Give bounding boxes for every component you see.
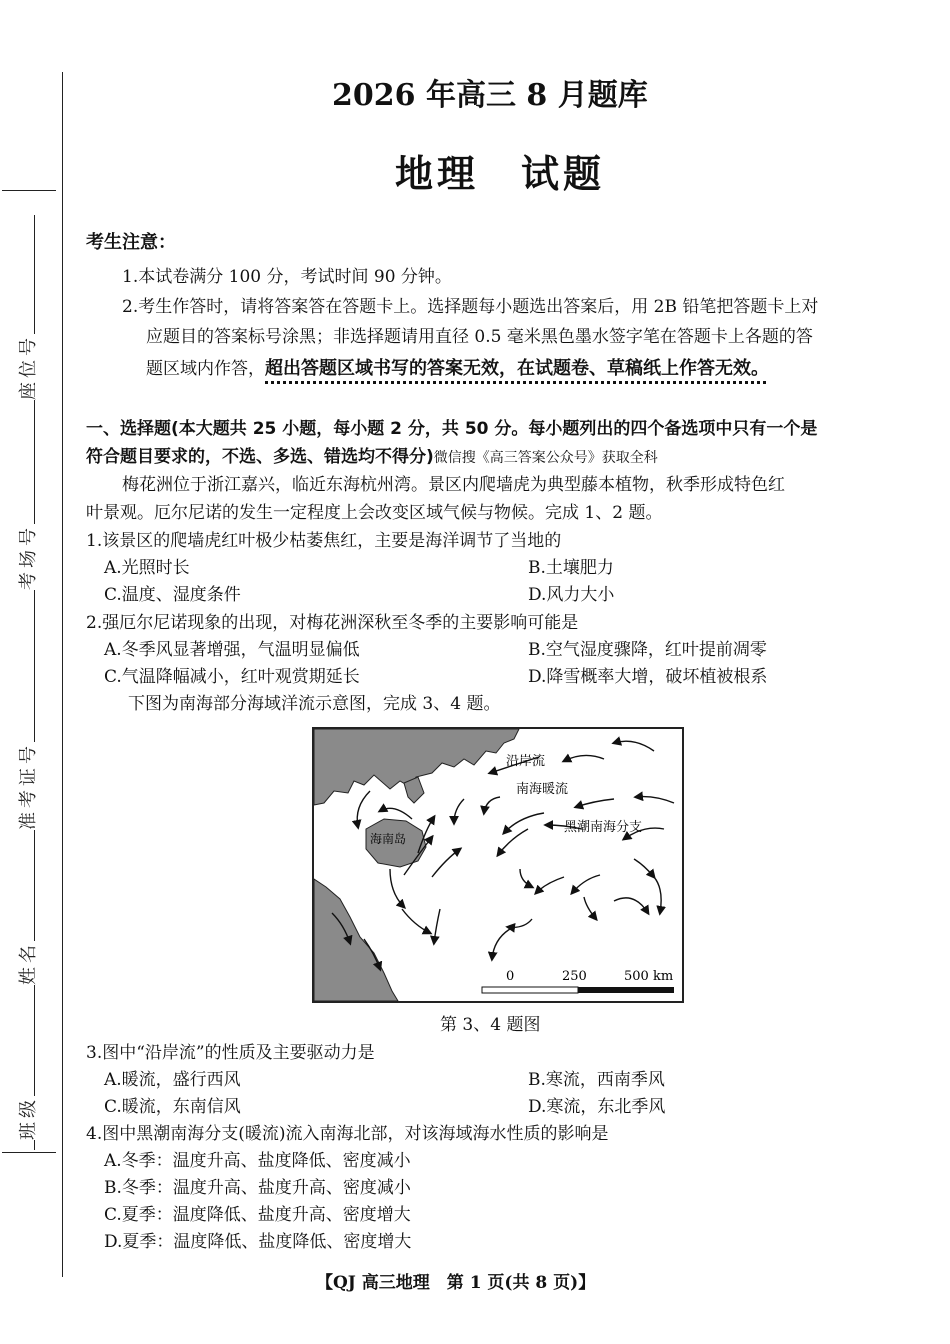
q1-option-a: A.光照时长 (104, 558, 190, 578)
scale-250: 250 (562, 969, 587, 984)
q1-option-c: C.温度、湿度条件 (104, 585, 241, 605)
q3-option-d: D.寒流，东北季风 (528, 1097, 666, 1117)
subject-title: 地理 试题 (395, 151, 606, 196)
q2-option-c: C.气温降幅减小，红叶观赏期延长 (104, 667, 360, 687)
intro-1-line-1: 梅花洲位于浙江嘉兴，临近东海杭州湾。景区内爬墙虎为典型藤本植物，秋季形成特色红 (122, 475, 785, 495)
q2-option-b: B.空气湿度骤降，红叶提前凋零 (528, 640, 767, 660)
intro-2: 下图为南海部分海域洋流示意图，完成 3、4 题。 (128, 694, 501, 714)
room-label: 考场号 (14, 524, 40, 590)
scale-500: 500 km (624, 969, 674, 984)
scale-bar-black (578, 987, 674, 993)
notice-item-1: 1.本试卷满分 100 分，考试时间 90 分钟。 (122, 267, 452, 287)
q4-option-a: A.冬季：温度升高、盐度降低、密度减小 (104, 1151, 411, 1171)
question-4: 4.图中黑潮南海分支(暖流)流入南海北部，对该海域海水性质的影响是 (86, 1124, 609, 1144)
watermark-text: 微信搜《高三答案公众号》获取全科 (433, 450, 658, 466)
q4-option-c: C.夏季：温度降低、盐度升高、密度增大 (104, 1205, 411, 1225)
intro-1-line-2: 叶景观。厄尔尼诺的发生一定程度上会改变区域气候与物候。完成 1、2 题。 (86, 503, 663, 523)
section-heading-rule: 符合题目要求的，不选、多选、错选均不得分) (86, 447, 434, 467)
label-warm-current: 南海暖流 (516, 782, 569, 797)
question-2: 2.强厄尔尼诺现象的出现，对梅花洲深秋至冬季的主要影响可能是 (86, 613, 579, 633)
scale-0: 0 (506, 969, 515, 984)
ticket-label: 准考证号 (14, 742, 40, 830)
q4-option-b: B.冬季：温度升高、盐度升高、密度减小 (104, 1178, 411, 1198)
map-drawing (314, 729, 682, 1001)
notice-item-2-line-2: 应题目的答案标号涂黑；非选择题请用直径 0.5 毫米黑色墨水签字笔在答题卡上各题的答 (146, 327, 813, 347)
q2-option-a: A.冬季风显著增强，气温明显偏低 (104, 640, 360, 660)
section-heading-line-2 (86, 442, 658, 467)
label-coastal-current: 沿岸流 (506, 754, 546, 769)
side-tick-bottom (2, 1152, 56, 1153)
q3-option-c: C.暖流，东南信风 (104, 1097, 241, 1117)
indochina-coast (314, 879, 398, 1001)
notice-item-2-line-3a: 题区域内作答， (146, 359, 265, 379)
class-label: 班级 (14, 1096, 40, 1140)
question-3: 3.图中“沿岸流”的性质及主要驱动力是 (86, 1043, 375, 1063)
ocean-current-map (312, 727, 684, 1003)
notice-item-2-line-3 (146, 354, 769, 380)
exam-title: 2026 年高三 8 月题库 (332, 78, 648, 113)
q1-option-b: B.土壤肥力 (528, 558, 614, 578)
section-heading-line-1: 一、选择题(本大题共 25 小题，每小题 2 分，共 50 分。每小题列出的四个备选项中只有一个是 (86, 419, 818, 439)
seat-label: 座位号 (14, 334, 40, 400)
page-footer: 【QJ 高三地理 第 1 页(共 8 页)】 (316, 1273, 596, 1293)
binding-line (62, 72, 63, 1277)
side-tick-top (2, 190, 56, 191)
notice-emphasis: 超出答题区域书写的答案无效，在试题卷、草稿纸上作答无效。 (265, 358, 769, 379)
q3-option-b: B.寒流，西南季风 (528, 1070, 665, 1090)
label-kuroshio-branch: 黑潮南海分支 (564, 820, 643, 835)
scale-bar-white (482, 987, 578, 993)
q4-option-d: D.夏季：温度降低、盐度降低、密度增大 (104, 1232, 412, 1252)
label-hainan: 海南岛 (370, 832, 407, 846)
q2-option-d: D.降雪概率大增，破坏植被根系 (528, 667, 768, 687)
figure-caption: 第 3、4 题图 (440, 1015, 541, 1035)
q3-option-a: A.暖流，盛行西风 (104, 1070, 241, 1090)
question-1: 1.该景区的爬墙虎红叶极少枯萎焦红，主要是海洋调节了当地的 (86, 531, 562, 551)
notice-item-2-line-1: 2.考生作答时，请将答案答在答题卡上。选择题每小题选出答案后，用 2B 铅笔把答题卡上对 (122, 297, 819, 317)
name-label: 姓名 (14, 941, 40, 985)
notice-heading: 考生注意： (86, 232, 176, 253)
q1-option-d: D.风力大小 (528, 585, 615, 605)
